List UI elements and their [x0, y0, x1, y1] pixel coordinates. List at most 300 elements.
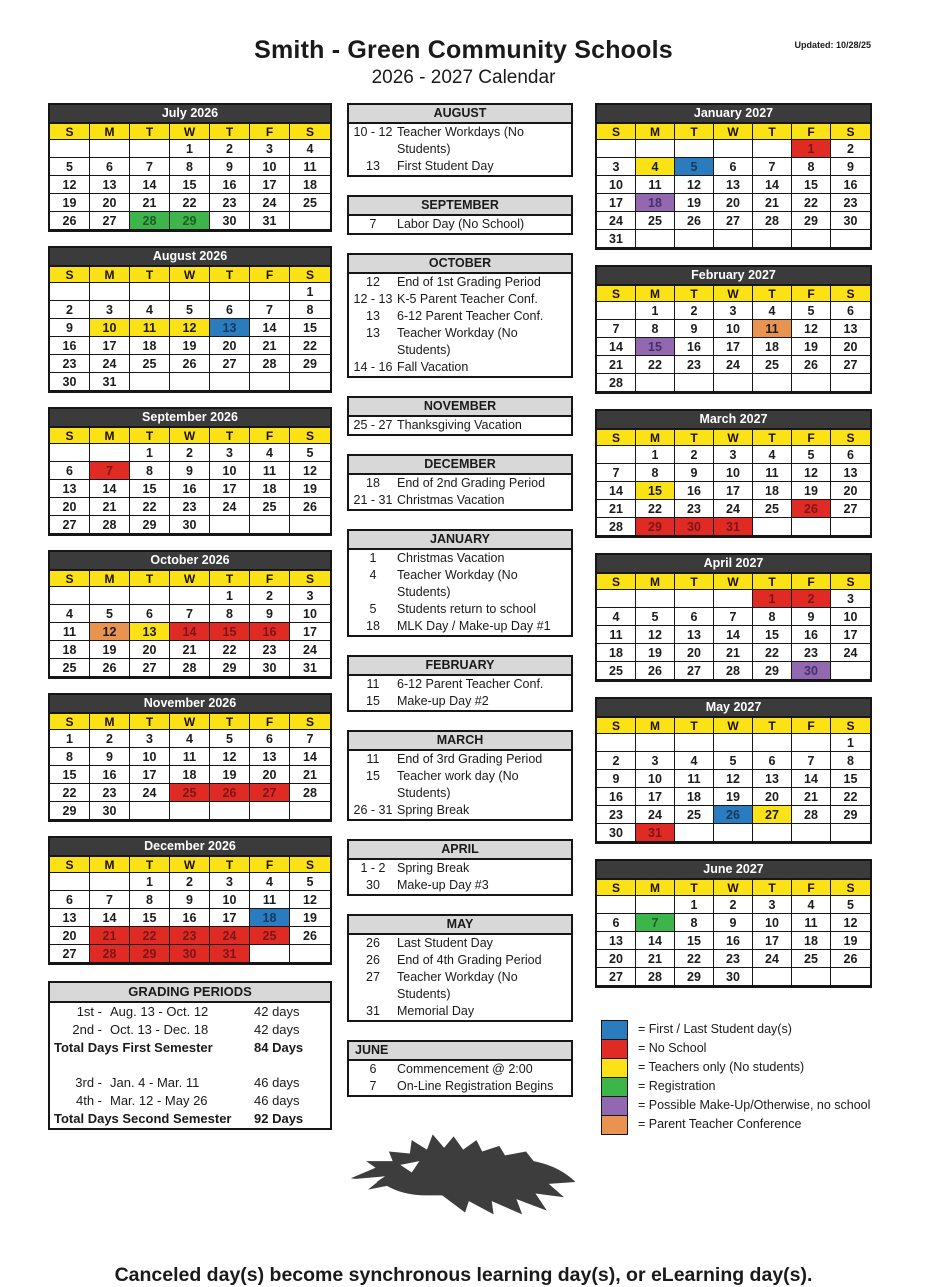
event-day: 31: [366, 1004, 380, 1018]
day-cell: 10: [90, 319, 130, 337]
day-cell: 6: [714, 158, 753, 176]
day-cell: 7: [792, 752, 831, 770]
event-day: 6: [369, 1062, 377, 1076]
day-cell: 14: [250, 319, 290, 337]
empty-cell: [50, 873, 90, 891]
day-cell: 24: [130, 784, 170, 802]
month-calendar-may-2027: [595, 697, 872, 844]
day-cell: 27: [90, 212, 130, 230]
day-cell: 25: [636, 212, 675, 230]
event-box-february: [347, 655, 573, 712]
event-label: Spring Break: [397, 803, 470, 817]
empty-cell: [714, 230, 753, 248]
day-cell: 19: [210, 766, 250, 784]
day-cell: 5: [831, 896, 870, 914]
day-cell: 4: [130, 301, 170, 319]
empty-cell: [792, 230, 831, 248]
day-cell: 7: [90, 462, 130, 480]
event-label: Thanksgiving Vacation: [397, 418, 522, 432]
weekday-header: M: [90, 714, 130, 730]
day-cell: 16: [250, 623, 290, 641]
weekday-header: S: [50, 857, 90, 873]
day-cell: 13: [831, 464, 870, 482]
empty-cell: [130, 587, 170, 605]
event-day: 5: [369, 602, 377, 616]
day-cell: 22: [210, 641, 250, 659]
empty-cell: [130, 373, 170, 391]
empty-cell: [636, 374, 675, 392]
day-cell: 29: [831, 806, 870, 824]
day-cell: 24: [753, 950, 792, 968]
month-title: November 2026: [48, 693, 332, 712]
day-cell: 14: [90, 909, 130, 927]
weekday-header: T: [210, 124, 250, 140]
event-box-title: JANUARY: [349, 531, 571, 550]
day-cell: 5: [675, 158, 714, 176]
grading-days: 84 Days: [254, 1040, 304, 1055]
empty-cell: [675, 230, 714, 248]
day-cell: 20: [831, 338, 870, 356]
events-column: [347, 103, 573, 1228]
weekday-header: T: [753, 286, 792, 302]
weekday-header: M: [636, 286, 675, 302]
weekday-header: M: [636, 574, 675, 590]
day-cell: 28: [290, 784, 330, 802]
event-row: [349, 935, 571, 952]
day-cell: 14: [290, 748, 330, 766]
day-cell: 23: [714, 950, 753, 968]
day-cell: 18: [792, 932, 831, 950]
weekday-header: S: [290, 714, 330, 730]
event-day: 13: [366, 326, 380, 340]
day-cell: 22: [675, 950, 714, 968]
day-cell: 18: [130, 337, 170, 355]
day-cell: 25: [130, 355, 170, 373]
day-cell: 16: [831, 176, 870, 194]
day-cell: 1: [753, 590, 792, 608]
weekday-header: S: [597, 286, 636, 302]
event-box-title: OCTOBER: [349, 255, 571, 274]
day-cell: 13: [50, 480, 90, 498]
empty-cell: [636, 590, 675, 608]
grading-period-range: Oct. 13 - Dec. 18: [110, 1022, 209, 1037]
grading-row: [50, 1074, 330, 1092]
event-row: [349, 618, 571, 635]
empty-cell: [170, 283, 210, 301]
month-calendar-january-2027: [595, 103, 872, 250]
event-day: 27: [366, 970, 380, 984]
weekday-header: M: [636, 718, 675, 734]
day-cell: 1: [130, 444, 170, 462]
day-cell: 17: [290, 623, 330, 641]
day-cell: 15: [675, 932, 714, 950]
day-cell: 12: [792, 464, 831, 482]
weekday-header: W: [714, 718, 753, 734]
month-grid: [595, 122, 872, 250]
day-cell: 14: [597, 338, 636, 356]
day-cell: 24: [714, 500, 753, 518]
weekday-header: T: [675, 880, 714, 896]
day-cell: 11: [130, 319, 170, 337]
day-cell: 1: [50, 730, 90, 748]
day-cell: 17: [714, 338, 753, 356]
day-cell: 10: [831, 608, 870, 626]
day-cell: 25: [290, 194, 330, 212]
day-cell: 28: [250, 355, 290, 373]
weekday-header: S: [50, 571, 90, 587]
day-cell: 15: [636, 482, 675, 500]
month-calendar-march-2027: [595, 409, 872, 538]
month-grid: [595, 716, 872, 844]
empty-cell: [210, 283, 250, 301]
day-cell: 24: [250, 194, 290, 212]
day-cell: 8: [675, 914, 714, 932]
day-cell: 11: [675, 770, 714, 788]
event-row: [349, 1003, 571, 1020]
grading-spacer: [50, 1057, 330, 1074]
day-cell: 13: [753, 770, 792, 788]
day-cell: 4: [170, 730, 210, 748]
day-cell: 21: [90, 498, 130, 516]
month-title: August 2026: [48, 246, 332, 265]
day-cell: 8: [636, 320, 675, 338]
day-cell: 6: [831, 302, 870, 320]
empty-cell: [250, 945, 290, 963]
day-cell: 7: [290, 730, 330, 748]
day-cell: 20: [90, 194, 130, 212]
day-cell: 21: [250, 337, 290, 355]
weekday-header: S: [50, 428, 90, 444]
weekday-header: M: [90, 124, 130, 140]
day-cell: 1: [831, 734, 870, 752]
day-cell: 2: [597, 752, 636, 770]
day-cell: 10: [250, 158, 290, 176]
day-cell: 8: [831, 752, 870, 770]
day-cell: 10: [597, 176, 636, 194]
day-cell: 16: [50, 337, 90, 355]
day-cell: 17: [210, 909, 250, 927]
day-cell: 27: [753, 806, 792, 824]
weekday-header: T: [753, 718, 792, 734]
day-cell: 19: [290, 909, 330, 927]
weekday-header: S: [831, 430, 870, 446]
empty-cell: [90, 587, 130, 605]
empty-cell: [250, 373, 290, 391]
day-cell: 12: [675, 176, 714, 194]
day-cell: 10: [636, 770, 675, 788]
day-cell: 17: [753, 932, 792, 950]
empty-cell: [714, 590, 753, 608]
event-day: 14 - 16: [353, 360, 393, 374]
day-cell: 21: [597, 356, 636, 374]
empty-cell: [170, 802, 210, 820]
day-cell: 4: [753, 302, 792, 320]
footer-note: Canceled day(s) become synchronous learning day(s), or eLearning day(s).: [114, 1263, 813, 1286]
day-cell: 29: [792, 212, 831, 230]
empty-cell: [290, 373, 330, 391]
day-cell: 8: [753, 608, 792, 626]
empty-cell: [170, 373, 210, 391]
day-cell: 15: [636, 338, 675, 356]
day-cell: 2: [675, 446, 714, 464]
day-cell: 29: [130, 516, 170, 534]
day-cell: 22: [792, 194, 831, 212]
day-cell: 14: [170, 623, 210, 641]
weekday-header: S: [831, 286, 870, 302]
event-box-title: APRIL: [349, 841, 571, 860]
event-row: [349, 308, 571, 325]
day-cell: 27: [675, 662, 714, 680]
weekday-header: W: [170, 714, 210, 730]
legend-swatch-orange: [601, 1115, 628, 1135]
day-cell: 31: [290, 659, 330, 677]
empty-cell: [792, 968, 831, 986]
empty-cell: [675, 734, 714, 752]
weekday-header: F: [250, 571, 290, 587]
day-cell: 14: [753, 176, 792, 194]
day-cell: 16: [714, 932, 753, 950]
event-day: 15: [366, 694, 380, 708]
weekday-header: W: [170, 857, 210, 873]
weekday-header: M: [90, 267, 130, 283]
empty-cell: [753, 518, 792, 536]
weekday-header: W: [170, 571, 210, 587]
legend-item: [601, 1115, 872, 1134]
day-cell: 8: [636, 464, 675, 482]
empty-cell: [753, 824, 792, 842]
day-cell: 21: [597, 500, 636, 518]
event-box-january: [347, 529, 573, 637]
day-cell: 13: [831, 320, 870, 338]
day-cell: 14: [130, 176, 170, 194]
day-cell: 11: [597, 626, 636, 644]
day-cell: 27: [597, 968, 636, 986]
weekday-header: M: [636, 430, 675, 446]
day-cell: 5: [210, 730, 250, 748]
day-cell: 28: [170, 659, 210, 677]
event-day: 11: [366, 752, 380, 766]
page-title: Smith - Green Community Schools: [254, 36, 673, 64]
day-cell: 26: [792, 356, 831, 374]
empty-cell: [250, 283, 290, 301]
day-cell: 18: [290, 176, 330, 194]
day-cell: 3: [714, 302, 753, 320]
grading-total-label: Total Days First Semester: [54, 1040, 213, 1055]
weekday-header: S: [597, 718, 636, 734]
event-label: MLK Day / Make-up Day #1: [397, 619, 551, 633]
day-cell: 19: [50, 194, 90, 212]
day-cell: 24: [210, 927, 250, 945]
day-cell: 21: [290, 766, 330, 784]
event-row: [349, 417, 571, 434]
legend-item: [601, 1058, 872, 1077]
day-cell: 6: [831, 446, 870, 464]
event-label: Fall Vacation: [397, 360, 469, 374]
day-cell: 12: [792, 320, 831, 338]
event-day: 12: [366, 275, 380, 289]
weekday-header: T: [753, 880, 792, 896]
grading-row: [50, 1039, 330, 1057]
weekday-header: S: [50, 714, 90, 730]
day-cell: 3: [831, 590, 870, 608]
day-cell: 26: [831, 950, 870, 968]
event-day: 7: [369, 1079, 377, 1093]
empty-cell: [597, 590, 636, 608]
event-row: [349, 567, 571, 601]
day-cell: 22: [636, 500, 675, 518]
day-cell: 10: [753, 914, 792, 932]
day-cell: 17: [597, 194, 636, 212]
day-cell: 11: [753, 320, 792, 338]
weekday-header: S: [50, 124, 90, 140]
day-cell: 30: [675, 518, 714, 536]
day-cell: 24: [831, 644, 870, 662]
day-cell: 11: [636, 176, 675, 194]
weekday-header: T: [675, 574, 714, 590]
day-cell: 3: [714, 446, 753, 464]
weekday-header: S: [290, 124, 330, 140]
day-cell: 22: [170, 194, 210, 212]
day-cell: 16: [170, 909, 210, 927]
day-cell: 29: [290, 355, 330, 373]
day-cell: 12: [290, 462, 330, 480]
day-cell: 6: [130, 605, 170, 623]
day-cell: 21: [714, 644, 753, 662]
day-cell: 25: [50, 659, 90, 677]
day-cell: 3: [90, 301, 130, 319]
weekday-header: T: [130, 124, 170, 140]
day-cell: 28: [90, 516, 130, 534]
day-cell: 23: [250, 641, 290, 659]
weekday-header: T: [210, 267, 250, 283]
day-cell: 15: [210, 623, 250, 641]
day-cell: 21: [636, 950, 675, 968]
empty-cell: [792, 518, 831, 536]
day-cell: 18: [636, 194, 675, 212]
legend-label: = First / Last Student day(s): [638, 1022, 792, 1036]
day-cell: 31: [597, 230, 636, 248]
day-cell: 4: [50, 605, 90, 623]
day-cell: 5: [714, 752, 753, 770]
day-cell: 30: [170, 516, 210, 534]
day-cell: 31: [250, 212, 290, 230]
day-cell: 1: [290, 283, 330, 301]
day-cell: 4: [597, 608, 636, 626]
day-cell: 3: [597, 158, 636, 176]
day-cell: 8: [130, 462, 170, 480]
event-row: [349, 1078, 571, 1095]
event-day: 13: [366, 309, 380, 323]
event-label: Christmas Vacation: [397, 551, 505, 565]
month-calendar-november-2026: [48, 693, 332, 822]
legend-swatch-green: [601, 1077, 628, 1097]
day-cell: 24: [90, 355, 130, 373]
day-cell: 26: [290, 927, 330, 945]
weekday-header: T: [753, 574, 792, 590]
day-cell: 23: [675, 500, 714, 518]
day-cell: 19: [90, 641, 130, 659]
day-cell: 1: [636, 302, 675, 320]
weekday-header: T: [130, 428, 170, 444]
day-cell: 23: [210, 194, 250, 212]
event-box-december: [347, 454, 573, 511]
day-cell: 24: [714, 356, 753, 374]
legend-label: = No School: [638, 1041, 707, 1055]
day-cell: 21: [170, 641, 210, 659]
day-cell: 20: [831, 482, 870, 500]
month-calendar-april-2027: [595, 553, 872, 682]
grading-period-label: 2nd -: [72, 1022, 102, 1037]
month-calendar-june-2027: [595, 859, 872, 988]
day-cell: 21: [792, 788, 831, 806]
day-cell: 26: [636, 662, 675, 680]
empty-cell: [290, 802, 330, 820]
day-cell: 11: [753, 464, 792, 482]
event-day: 30: [366, 878, 380, 892]
event-box-title: JUNE: [349, 1042, 571, 1061]
empty-cell: [250, 802, 290, 820]
month-title: May 2027: [595, 697, 872, 716]
weekday-header: F: [792, 430, 831, 446]
event-label: On-Line Registration Begins: [397, 1079, 554, 1093]
day-cell: 17: [210, 480, 250, 498]
day-cell: 2: [210, 140, 250, 158]
event-row: [349, 216, 571, 233]
day-cell: 28: [130, 212, 170, 230]
day-cell: 26: [170, 355, 210, 373]
day-cell: 20: [130, 641, 170, 659]
day-cell: 30: [170, 945, 210, 963]
day-cell: 25: [250, 927, 290, 945]
weekday-header: W: [714, 880, 753, 896]
empty-cell: [753, 374, 792, 392]
event-day: 4: [369, 568, 377, 582]
day-cell: 15: [130, 909, 170, 927]
day-cell: 26: [210, 784, 250, 802]
day-cell: 7: [250, 301, 290, 319]
day-cell: 15: [50, 766, 90, 784]
day-cell: 3: [753, 896, 792, 914]
empty-cell: [675, 374, 714, 392]
legend-label: = Possible Make-Up/Otherwise, no school: [638, 1098, 871, 1112]
day-cell: 1: [170, 140, 210, 158]
day-cell: 2: [831, 140, 870, 158]
day-cell: 31: [90, 373, 130, 391]
day-cell: 28: [636, 968, 675, 986]
empty-cell: [636, 230, 675, 248]
day-cell: 19: [170, 337, 210, 355]
event-label: Spring Break: [397, 861, 470, 875]
day-cell: 15: [290, 319, 330, 337]
day-cell: 18: [250, 480, 290, 498]
day-cell: 8: [130, 891, 170, 909]
legend-item: [601, 1039, 872, 1058]
month-grid: [48, 855, 332, 965]
day-cell: 25: [675, 806, 714, 824]
day-cell: 4: [753, 446, 792, 464]
empty-cell: [130, 283, 170, 301]
day-cell: 4: [250, 873, 290, 891]
day-cell: 25: [597, 662, 636, 680]
day-cell: 27: [714, 212, 753, 230]
day-cell: 21: [130, 194, 170, 212]
grading-days: 42 days: [254, 1022, 300, 1037]
day-cell: 29: [210, 659, 250, 677]
weekday-header: S: [831, 880, 870, 896]
day-cell: 7: [714, 608, 753, 626]
day-cell: 12: [210, 748, 250, 766]
day-cell: 28: [90, 945, 130, 963]
